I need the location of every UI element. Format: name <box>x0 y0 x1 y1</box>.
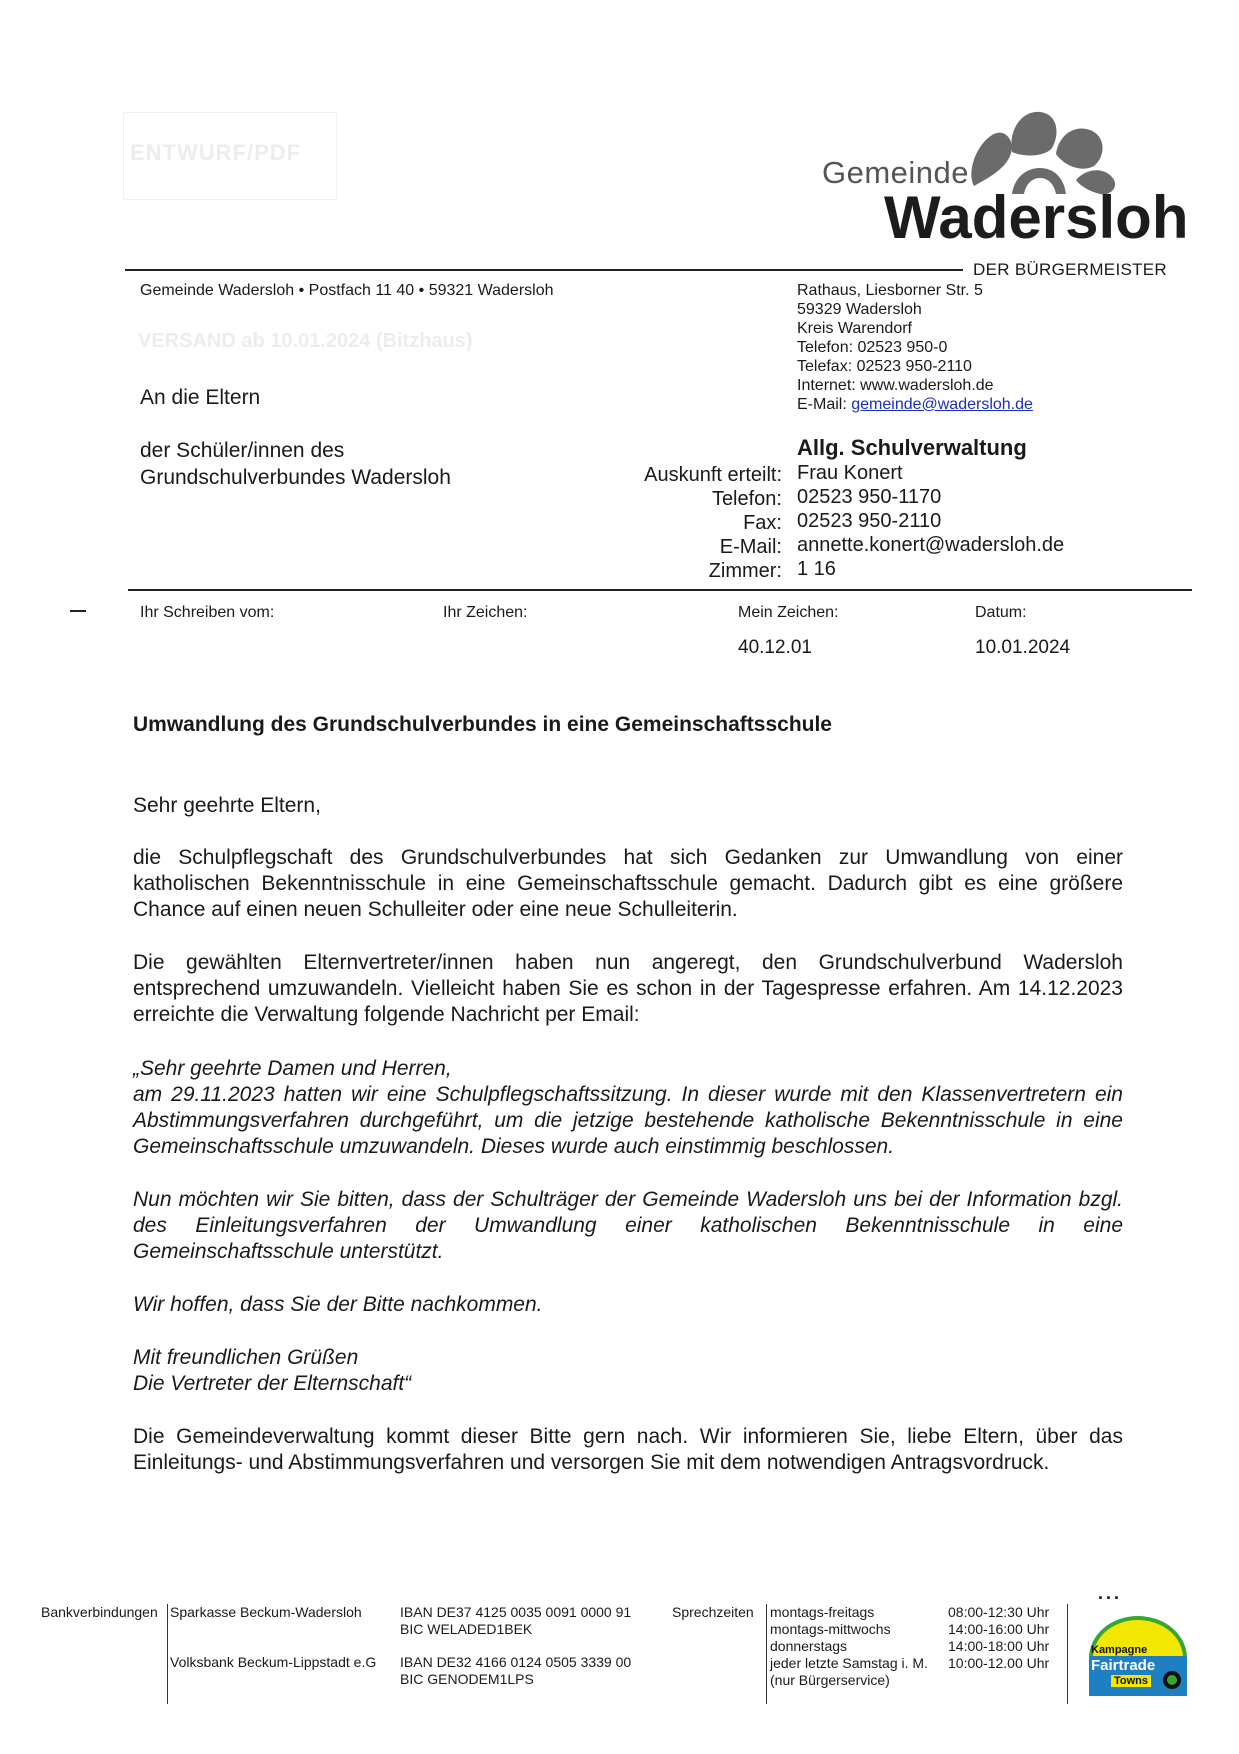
contact-address-2: 59329 Wadersloh <box>797 301 922 318</box>
contact-fax: Telefax: 02523 950-2110 <box>797 358 972 375</box>
date-value: 10.01.2024 <box>975 637 1071 658</box>
salutation <box>133 793 1123 819</box>
fairtrade-line-3: Towns <box>1111 1675 1151 1687</box>
quote-closing-1: Mit freundlichen Grüßen <box>133 1346 359 1369</box>
recipient-line-2: der Schüler/innen des <box>140 439 345 462</box>
bank2-bic: BIC GENODEM1LPS <box>400 1671 534 1687</box>
recipient-line-1: An die Eltern <box>140 386 261 409</box>
your-letter-label: Ihr Schreiben vom: <box>140 604 275 621</box>
info-value-fax: 02523 950-2110 <box>797 510 942 532</box>
contact-address-3: Kreis Warendorf <box>797 320 912 337</box>
bank1-name: Sparkasse Beckum-Wadersloh <box>170 1604 362 1620</box>
quote-paragraph-3-text: Wir hoffen, dass Sie der Bitte nachkommen. <box>133 1293 543 1316</box>
logo-subtitle: DER BÜRGERMEISTER <box>973 260 1168 279</box>
quote-paragraph-2 <box>133 1187 1123 1265</box>
bank2-name: Volksbank Beckum-Lippstadt e.G <box>170 1654 377 1670</box>
contact-email-label: E-Mail: <box>797 396 852 413</box>
bank2-iban: IBAN DE32 4166 0124 0505 3339 00 <box>400 1654 632 1670</box>
fold-mark <box>70 610 86 612</box>
fairtrade-line-2: Fairtrade <box>1091 1657 1156 1674</box>
info-label-contact: Auskunft erteilt: <box>644 464 782 486</box>
contact-email-row <box>797 395 1033 414</box>
info-label-fax: Fax: <box>743 512 782 534</box>
bank1-bic: BIC WELADED1BEK <box>400 1621 533 1637</box>
contact-web: Internet: www.wadersloh.de <box>797 377 994 394</box>
contact-email-link[interactable]: gemeinde@wadersloh.de <box>851 396 1033 413</box>
bank1-iban: IBAN DE37 4125 0035 0091 0000 91 <box>400 1604 632 1620</box>
info-value-email: annette.konert@wadersloh.de <box>797 534 1065 556</box>
sender-line: Gemeinde Wadersloh • Postfach 11 40 • 59321 Wadersloh <box>140 282 554 299</box>
salutation-text: Sehr geehrte Eltern, <box>133 794 321 817</box>
hours-time-1: 08:00-12:30 Uhr <box>948 1604 1050 1620</box>
hours-time-3: 14:00-18:00 Uhr <box>948 1638 1050 1654</box>
bank-label: Bankverbindungen <box>41 1604 158 1620</box>
paragraph-1-text: die Schulpflegschaft des Grundschulverbundes hat sich Gedanken zur Umwandlung von einer katholischen Bekenntnisschule in eine Gemeinschaftsschule gemacht. Dadurch gibt es eine größere Chance auf einen neuen Schulleiter oder eine neue Schulleiterin. <box>133 846 1123 921</box>
draft-stamp: ENTWURF/PDF <box>130 140 302 165</box>
info-value-room: 1 16 <box>797 558 836 580</box>
contact-phone: Telefon: 02523 950-0 <box>797 339 948 356</box>
hours-day-3: donnerstags <box>770 1638 848 1654</box>
paragraph-2 <box>133 950 1123 1028</box>
info-label-email: E-Mail: <box>719 536 782 558</box>
quote-closing-2: Die Vertreter der Elternschaft“ <box>133 1372 412 1395</box>
header-divider <box>125 269 963 271</box>
hours-day-1: montags-freitags <box>770 1604 875 1620</box>
quote-salutation: „Sehr geehrte Damen und Herren, <box>133 1057 452 1080</box>
quote-paragraph-3 <box>133 1292 1123 1318</box>
fairtrade-line-1: Kampagne <box>1091 1644 1148 1656</box>
our-ref-label: Mein Zeichen: <box>738 604 839 621</box>
dispatch-stamp: VERSAND ab 10.01.2024 (Bitzhaus) <box>138 330 473 352</box>
info-value-contact: Frau Konert <box>797 462 903 484</box>
quote-closing <box>133 1345 1123 1397</box>
quote-paragraph-1: am 29.11.2023 hatten wir eine Schulpflegschaftssitzung. In dieser wurde mit den Klassenvertretern ein Abstimmungsverfahren durchgeführt, um die jetzige bestehende katholische Bekenntnisschule in eine Gemeinschaftsschule umzuwandeln. Dieses wurde auch einstimmig beschlossen. <box>133 1083 1123 1158</box>
hours-label: Sprechzeiten <box>672 1604 754 1620</box>
hours-time-4: 10:00-12.00 Uhr <box>948 1655 1050 1671</box>
paragraph-2-text: Die gewählten Elternvertreter/innen haben nun angeregt, den Grundschulverbund Wadersloh entsprechend umzuwandeln. Vielleicht haben Sie es schon in der Tagespresse erfahren. Am 14.12.2023 erreichte die Verwaltung folgende Nachricht per Email: <box>133 951 1123 1026</box>
recipient-line-3: Grundschulverbundes Wadersloh <box>140 466 451 489</box>
your-ref-label: Ihr Zeichen: <box>443 604 528 621</box>
footer-divider-1 <box>167 1604 168 1704</box>
paragraph-3-text: Die Gemeindeverwaltung kommt dieser Bitte gern nach. Wir informieren Sie, liebe Eltern, über das Einleitungs- und Abstimmungsverfahren und versorgen Sie mit dem notwendigen Antragsvordruck. <box>133 1425 1123 1474</box>
hours-time-2: 14:00-16:00 Uhr <box>948 1621 1050 1637</box>
contact-address-1: Rathaus, Liesborner Str. 5 <box>797 282 983 299</box>
hours-day-2: montags-mittwochs <box>770 1621 891 1637</box>
hours-times <box>948 1604 1049 1672</box>
logo-prefix: Gemeinde <box>822 155 970 190</box>
footer-divider-2 <box>766 1604 767 1704</box>
hours-days <box>770 1604 928 1689</box>
info-label-phone: Telefon: <box>711 488 782 510</box>
department: Allg. Schulverwaltung <box>797 435 1027 460</box>
paragraph-1 <box>133 845 1123 923</box>
info-value-phone: 02523 950-1170 <box>797 486 942 508</box>
hours-day-5: (nur Bürgerservice) <box>770 1672 890 1688</box>
reference-divider <box>128 589 1192 591</box>
hours-day-4: jeder letzte Samstag i. M. <box>770 1655 928 1671</box>
our-ref-value: 40.12.01 <box>738 637 812 658</box>
footer-divider-3 <box>1067 1604 1068 1704</box>
fairtrade-towns-badge <box>1085 1612 1191 1698</box>
date-label: Datum: <box>975 604 1027 621</box>
ellipsis-marks: ... <box>1098 1583 1123 1603</box>
logo-name: Wadersloh <box>884 184 1189 251</box>
contact-block <box>797 281 1033 414</box>
quote-paragraph-2-text: Nun möchten wir Sie bitten, dass der Schulträger der Gemeinde Wadersloh uns bei der Information bzgl. des Einleitungsverfahren der Umwandlung einer katholischen Bekenntnisschule in eine Gemeinschaftsschule unterstützt. <box>133 1188 1123 1263</box>
info-label-room: Zimmer: <box>708 560 782 582</box>
quote-block <box>133 1056 1123 1160</box>
letter-subject: Umwandlung des Grundschulverbundes in eine Gemeinschaftsschule <box>133 713 832 736</box>
paragraph-3 <box>133 1424 1123 1476</box>
